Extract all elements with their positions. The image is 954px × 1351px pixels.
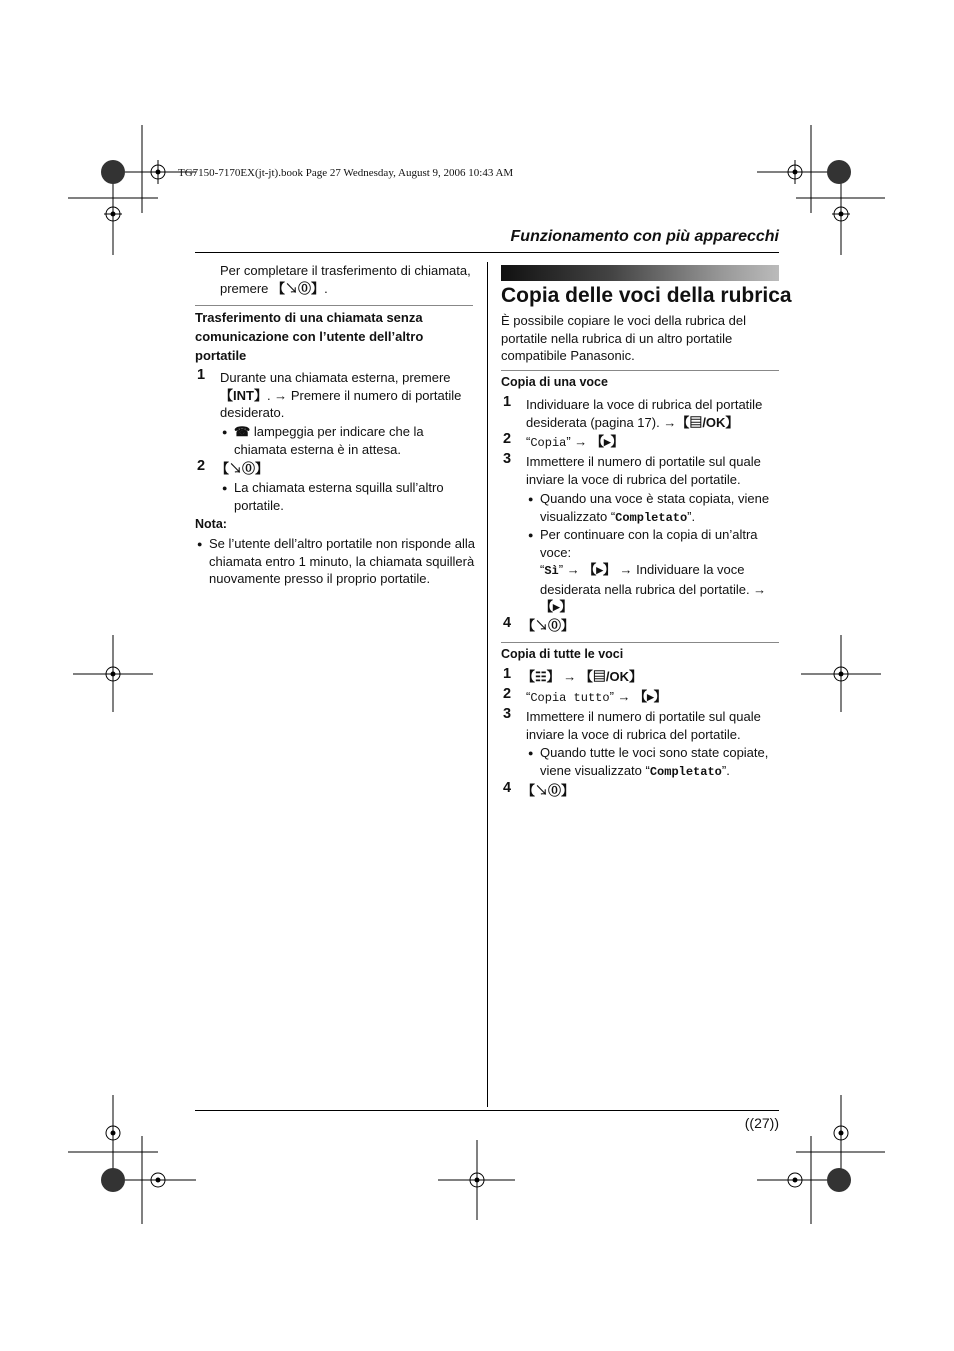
right-key-label: 【▸】 (583, 562, 616, 577)
section-rule (501, 642, 779, 643)
intro-text: Per completare il trasferimento di chiamata, (220, 263, 471, 278)
phonebook-key-label: 【☷】 (522, 669, 560, 684)
step-1-bullet: ☎ lampeggia per indicare che la chiamata esterna è in attesa. (234, 424, 424, 457)
title-gradient-bar (501, 265, 779, 281)
menu-ok-key-label: 【▤/OK】 (579, 669, 643, 684)
copy-all-step-3: Immettere il numero di portatile sul quale inviare la voce di rubrica del portatile. (526, 709, 761, 742)
copy-step-3-bullet-1: Quando una voce è stata copiata, viene visualizzato “Completato”. (540, 491, 770, 525)
int-key-label: 【INT】 (220, 387, 267, 403)
step-1-text: Durante una chiamata esterna, premere 【INT】. → Premere il numero di portatile desiderato. (220, 370, 462, 420)
running-head: Funzionamento con più apparecchi (510, 228, 779, 245)
right-key-label: 【▸】 (540, 599, 573, 614)
step-number: 2 (503, 686, 512, 702)
off-key-label: 【↘⓪】 (216, 461, 269, 476)
right-key-label: 【▸】 (590, 434, 624, 449)
copy-step-3: Immettere il numero di portatile sul quale inviare la voce di rubrica del portatile. (526, 454, 761, 487)
off-key-label: 【↘⓪】 (522, 783, 575, 798)
footer-rule (195, 1110, 779, 1111)
note-text: Se l’utente dell’altro portatile non risponde alla chiamata entro 1 minuto, la chiamata squillerà nuovamente presso il proprio portatile. (209, 536, 475, 586)
step-number: 3 (503, 451, 512, 467)
step-number: 3 (503, 706, 512, 722)
step-2-bullet: La chiamata esterna squilla sull’altro portatile. (234, 480, 444, 513)
right-key-label: 【▸】 (634, 689, 667, 704)
off-key-label: 【↘⓪】 (522, 618, 575, 633)
step-number: 1 (503, 666, 512, 682)
copy-all-step-2: “Copia tutto” → 【▸】 (526, 689, 667, 705)
off-key-label: 【↘⓪】 (272, 280, 325, 296)
section-rule (501, 370, 779, 371)
copy-step-1: Individuare la voce di rubrica del portatile desiderata (pagina 17). →【▤/OK】 (526, 397, 763, 430)
copy-step-2: “Copia” → 【▸】 (526, 434, 624, 450)
menu-ok-key-label: 【▤/OK】 (676, 414, 739, 430)
page-number: ((27)) (744, 1115, 779, 1131)
phone-hold-icon: ☎ (234, 424, 251, 439)
copy-all-step-1: 【☷】 → 【▤/OK】 (522, 669, 643, 684)
section-heading: Trasferimento di una chiamata senza comunicazione con l’utente dell’altro portatile (195, 310, 424, 363)
file-info: TG7150-7170EX(jt-jt).book Page 27 Wednesday, August 9, 2006 10:43 AM (178, 167, 514, 179)
page-title: Copia delle voci della rubrica (501, 284, 792, 307)
step-number: 2 (197, 458, 206, 474)
note-label: Nota: (195, 517, 227, 531)
step-number: 4 (503, 780, 512, 796)
section-heading: Copia di tutte le voci (501, 647, 624, 661)
step-number: 1 (197, 367, 206, 383)
section-rule (195, 305, 473, 306)
step-number: 1 (503, 394, 512, 410)
intro-text-2: premere (220, 280, 269, 296)
header-rule (195, 252, 779, 253)
copy-all-step-3-bullet: Quando tutte le voci sono state copiate, viene visualizzato “Completato”. (540, 745, 769, 779)
intro-text: È possibile copiare le voci della rubrica del portatile nella rubrica di un altro portatile compatibile Panasonic. (501, 313, 746, 363)
step-number: 4 (503, 615, 512, 631)
column-divider (487, 262, 488, 1107)
step-number: 2 (503, 431, 512, 447)
copy-step-3-bullet-2: Per continuare con la copia di un’altra voce: “Sì” → 【▸】 → Individuare la voce desiderata nella rubrica del portatile. → 【▸】 (540, 527, 767, 614)
section-heading: Copia di una voce (501, 375, 608, 389)
